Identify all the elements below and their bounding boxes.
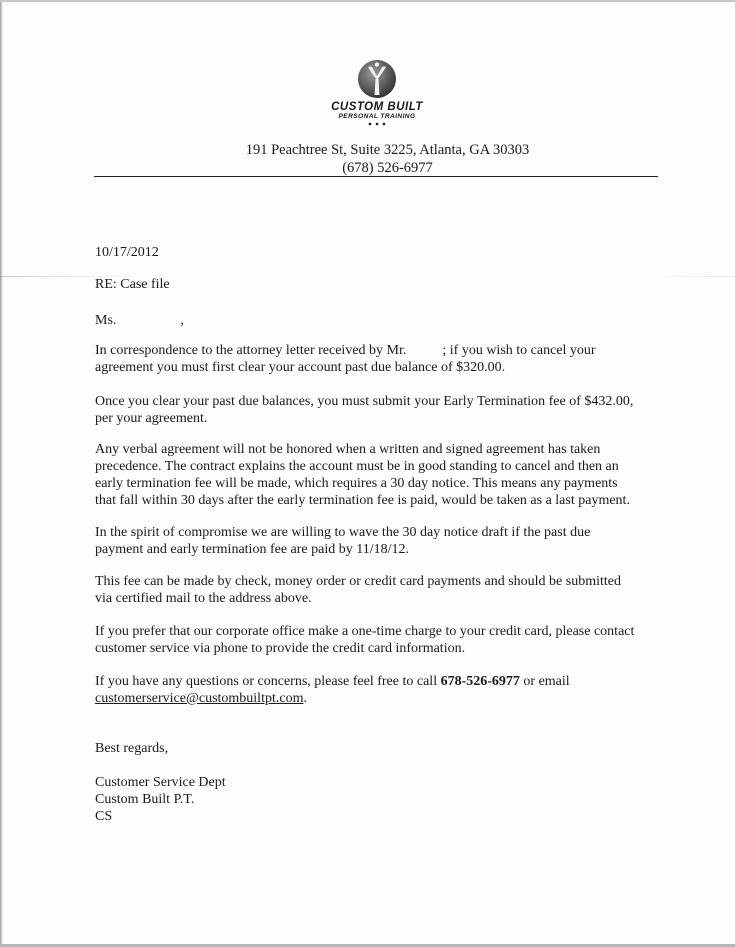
salutation-comma: , (180, 313, 184, 328)
company-logo (318, 58, 440, 130)
letterhead-rule (94, 176, 658, 177)
paragraph-5 (95, 573, 660, 607)
text-run: If you have any questions or concerns, please feel free to call (95, 674, 441, 689)
paragraph-line: precedence. The contract explains the account must be in good standing to cancel and then an (95, 459, 619, 474)
subject-line: RE: Case file (95, 277, 170, 292)
salutation-title: Ms. (95, 313, 117, 328)
paragraph-3 (95, 441, 660, 509)
paragraph-line (95, 342, 660, 359)
address-line: 191 Peachtree St, Suite 3225, Atlanta, GA 30303 (245, 142, 530, 158)
salutation (95, 312, 660, 329)
paragraph-line: Once you clear your past due balances, you must submit your Early Termination fee of $432.00, (95, 394, 634, 409)
paragraph-line: payment and early termination fee are paid by 11/18/12. (95, 542, 409, 557)
logo-brand-tagline: PERSONAL TRAINING (338, 113, 416, 120)
paragraph-line: This fee can be made by check, money order or credit card payments and should be submitted (95, 574, 621, 589)
paragraph-line: per your agreement. (95, 411, 208, 426)
paragraph-2 (95, 393, 660, 427)
text-run: or email (519, 674, 570, 689)
paragraph-line: Any verbal agreement will not be honored when a written and signed agreement has taken (95, 442, 601, 457)
paragraph-line: In the spirit of compromise we are willing to wave the 30 day notice draft if the past due (95, 525, 591, 540)
logo-dot (383, 123, 386, 126)
signature-dept: Customer Service Dept (95, 775, 226, 790)
letterhead-address (0, 141, 735, 177)
closing: Best regards, (95, 741, 169, 756)
logo-dot (376, 123, 379, 126)
paragraph-line: customer service via phone to provide the credit card information. (95, 641, 466, 656)
letter-date: 10/17/2012 (95, 245, 159, 260)
text-run: . (303, 691, 307, 706)
paragraph-line: via certified mail to the address above. (95, 591, 312, 606)
logo-figure-head (375, 62, 379, 66)
logo-dot (369, 123, 372, 126)
paragraph-4 (95, 524, 660, 558)
paragraph-line: that fall within 30 days after the early termination fee is paid, would be taken as a last payment. (95, 493, 630, 508)
contact-phone: 678-526-6977 (440, 674, 520, 689)
paragraph-7 (95, 673, 660, 707)
signature-company: Custom Built P.T. (95, 792, 195, 807)
contact-email-link[interactable]: customerservice@custombuiltpt.com (95, 691, 304, 706)
signature-initials: CS (95, 809, 113, 824)
paragraph-line (95, 673, 660, 690)
paragraph-line (95, 690, 660, 707)
paragraph-line: early termination fee will be made, which requires a 30 day notice. This means any payments (95, 476, 618, 491)
scan-edge-top (0, 0, 735, 2)
paragraph-line: If you prefer that our corporate office make a one-time charge to your credit card, please contact (95, 624, 635, 639)
logo-brand-name: CUSTOM BUILT (331, 101, 423, 113)
phone-line: (678) 526-6977 (342, 160, 433, 176)
text-run: ; if you wish to cancel your (442, 343, 596, 358)
paragraph-line: agreement you must first clear your account past due balance of $320.00. (95, 360, 506, 375)
paragraph-6 (95, 623, 660, 657)
text-run: In correspondence to the attorney letter received by Mr. (95, 343, 407, 358)
logo-graphic (318, 58, 440, 130)
paragraph-1 (95, 342, 660, 376)
signature-block (95, 774, 660, 825)
